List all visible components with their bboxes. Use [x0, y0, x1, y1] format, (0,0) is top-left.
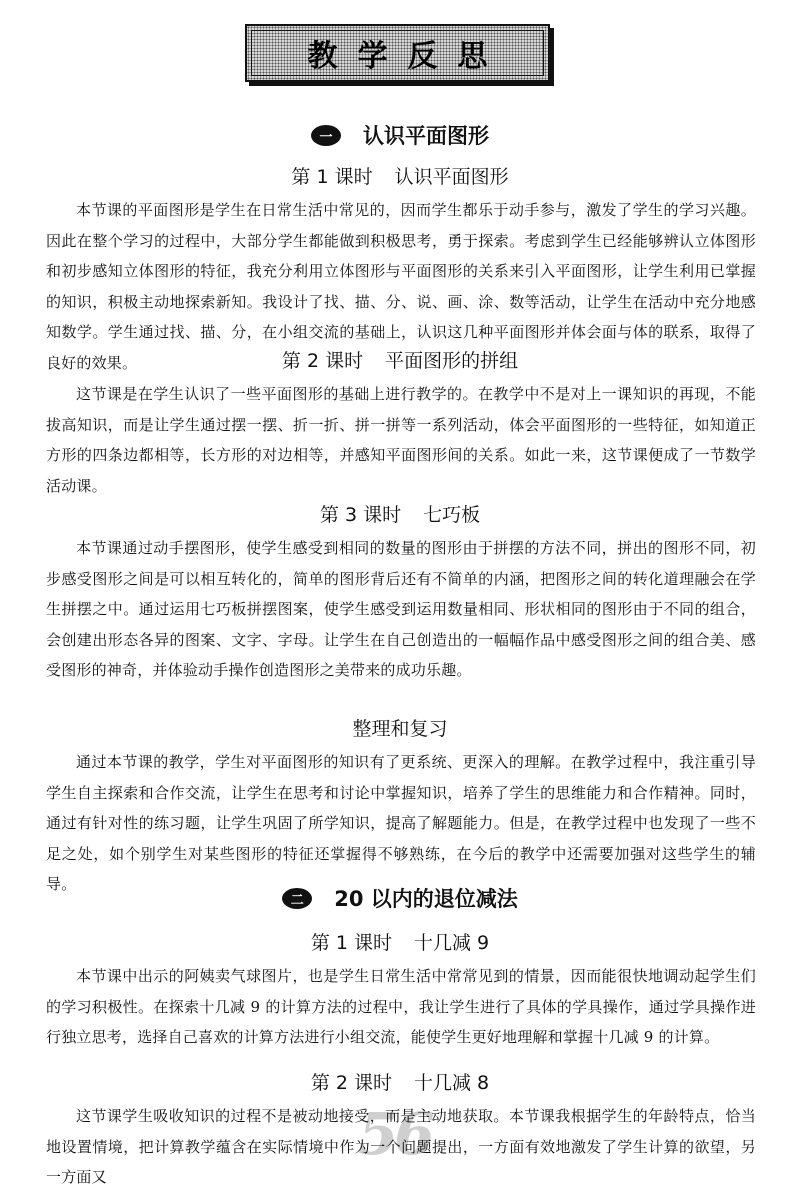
paragraph-1: 本节课的平面图形是学生在日常生活中常见的，因而学生都乐于动手参与，激发了学生的学习兴趣。因此在整个学习的过程中，大部分学生都能做到积极思考，勇于探索。考虑到学生已经能够辨认立体图形和初步感知立体图形的特征，我充分利用立体图形与平面图形的关系来引入平面图形，让学生利用已掌握的知识，积极主动地探索新知。我设计了找、描、分、说、画、涂、数等活动，让学生在活动中充分地感知数学。学生通过找、描、分，在小组交流的基础上，认识这几种平面图形并体会面与体的联系，取得了良好的效果。	[46, 201, 756, 372]
lesson-heading-5	[0, 928, 800, 955]
section-heading-2	[0, 883, 800, 913]
paragraph-2: 这节课是在学生认识了一些平面图形的基础上进行教学的。在教学中不是对上一课知识的再现，不能拔高知识，而是让学生通过摆一摆、折一折、拼一拼等一系列活动，体会平面图形的一些特征，如知道正方形的四条边都相等，长方形的对边相等，并感知平面图形间的关系。如此一来，这节课便成了一节数学活动课。	[46, 385, 756, 495]
title-banner	[245, 24, 550, 82]
paragraph-6: 这节课学生吸收知识的过程不是被动地接受，而是主动地获取。本节课我根据学生的年龄特点，恰当地设置情境，把计算教学蕴含在实际情境中作为一个问题提出，一方面有效地激发了学生计算的欲望，另一方面又	[46, 1107, 756, 1186]
section-badge-1: 一	[311, 125, 341, 146]
lesson-title: 十几减 9	[414, 932, 490, 954]
lesson-heading-1	[0, 162, 800, 189]
lesson-title: 平面图形的拼组	[385, 350, 519, 372]
lesson-heading-4	[0, 714, 800, 741]
lesson-title: 认识平面图形	[394, 166, 509, 188]
lesson-title: 十几减 8	[414, 1072, 490, 1094]
banner-title: 教学反思	[307, 39, 508, 74]
page-number: 56	[358, 1100, 431, 1168]
lesson-heading-2	[0, 346, 800, 373]
lesson-label: 第 2 课时	[281, 350, 364, 372]
lesson-label: 第 3 课时	[319, 504, 402, 526]
section-title-2: 20 以内的退位减法	[334, 887, 518, 911]
paragraph-4: 通过本节课的教学，学生对平面图形的知识有了更系统、更深入的理解。在教学过程中，我注重引导学生自主探索和合作交流，让学生在思考和讨论中掌握知识，培养了学生的思维能力和合作精神。同时，通过有针对性的练习题，让学生巩固了所学知识，提高了解题能力。但是，在教学过程中也发现了一些不足之处，如个别学生对某些图形的特征还掌握得不够熟练，在今后的教学中还需要加强对这些学生的辅导。	[46, 753, 756, 893]
section-title-1: 认识平面图形	[363, 124, 489, 148]
paragraph-3: 本节课通过动手摆图形，使学生感受到相同的数量的图形由于拼摆的方法不同，拼出的图形不同，初步感受图形之间是可以相互转化的，简单的图形背后还有不简单的内涵，把图形之间的转化道理融会在学生拼摆之中。通过运用七巧板拼摆图案，使学生感受到运用数量相同、形状相同的图形由于不同的组合，会创建出形态各异的图案、文字、字母。让学生在自己创造出的一幅幅作品中感受图形之间的组合美、感受图形的神奇，并体验动手操作创造图形之美带来的成功乐趣。	[46, 539, 756, 679]
paragraph-5: 本节课中出示的阿姨卖气球图片，也是学生日常生活中常常见到的情景，因而能很快地调动起学生们的学习积极性。在探索十几减 9 的计算方法的过程中，我让学生进行了具体的学具操作，通过学具操作进行独立思考，选择自己喜欢的计算方法进行小组交流，能使学生更好地理解和掌握十几减 9 的计算。	[46, 967, 756, 1046]
lesson-label: 第 1 课时	[291, 166, 373, 188]
lesson-label: 第 2 课时	[310, 1072, 393, 1094]
lesson-label: 第 1 课时	[310, 932, 393, 954]
lesson-title: 整理和复习	[352, 718, 448, 740]
section-badge-2: 二	[282, 888, 312, 909]
lesson-heading-3	[0, 500, 800, 527]
section-heading-1	[0, 120, 800, 150]
lesson-heading-6	[0, 1068, 800, 1095]
lesson-title: 七巧板	[423, 504, 481, 526]
